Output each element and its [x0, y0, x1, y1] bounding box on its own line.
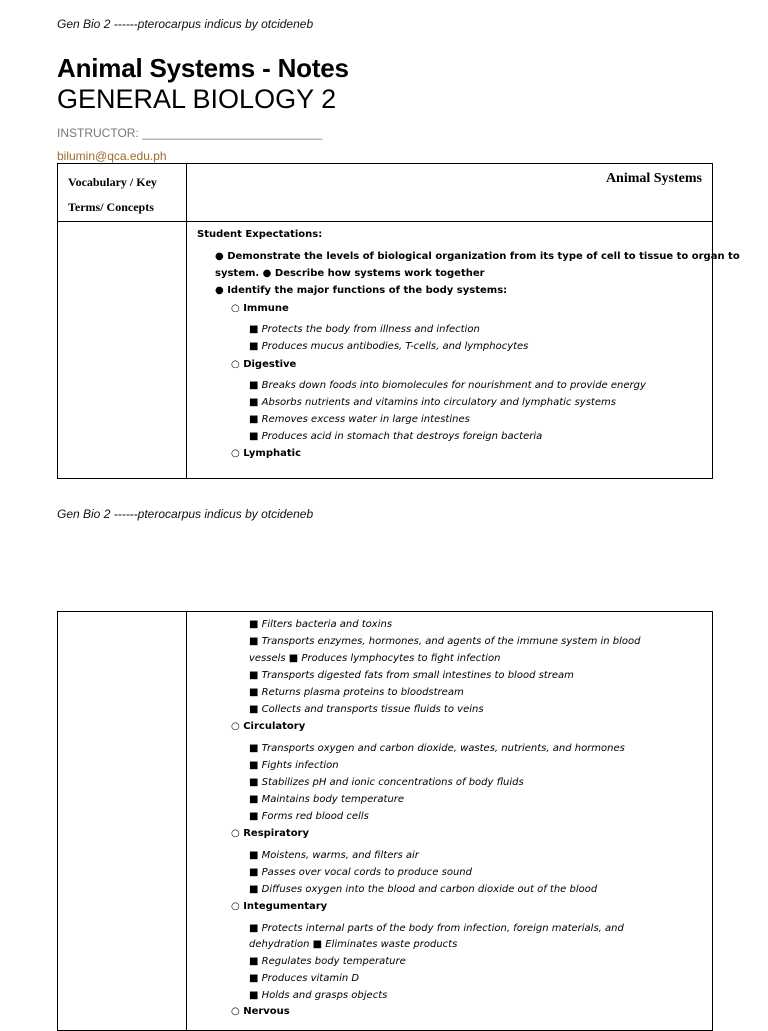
- function-item: ■ Holds and grasps objects: [249, 990, 388, 1001]
- function-item: ■ Protects the body from illness and infection: [249, 324, 480, 335]
- instructor-line: INSTRUCTOR: ___________________________: [57, 126, 323, 140]
- system-lymphatic: ○ Lymphatic: [231, 448, 301, 459]
- expectation-item: system. ● Describe how systems work together: [215, 268, 485, 279]
- function-item: ■ Moistens, warms, and filters air: [249, 850, 419, 861]
- function-item: ■ Collects and transports tissue fluids to veins: [249, 704, 484, 715]
- function-item: ■ Transports oxygen and carbon dioxide, wastes, nutrients, and hormones: [249, 743, 625, 754]
- function-item: ■ Transports enzymes, hormones, and agents of the immune system in blood: [249, 636, 641, 647]
- system-respiratory: ○ Respiratory: [231, 828, 310, 839]
- function-item: ■ Returns plasma proteins to bloodstream: [249, 687, 464, 698]
- animal-systems-heading: Animal Systems: [605, 171, 702, 186]
- student-expectations-heading: Student Expectations:: [197, 229, 323, 240]
- vocab-header: [68, 170, 178, 220]
- function-item: ■ Produces acid in stomach that destroys foreign bacteria: [249, 431, 543, 442]
- function-item: ■ Fights infection: [249, 760, 339, 771]
- function-item: ■ Transports digested fats from small intestines to blood stream: [249, 670, 574, 681]
- function-item: ■ Produces vitamin D: [249, 973, 360, 984]
- vocab-header-line: Vocabulary / Key: [68, 175, 157, 189]
- page-title: Animal Systems - Notes: [57, 53, 349, 83]
- function-item: ■ Produces mucus antibodies, T-cells, and lymphocytes: [249, 341, 529, 352]
- function-item: ■ Forms red blood cells: [249, 811, 369, 822]
- system-nervous: ○ Nervous: [231, 1006, 290, 1017]
- vocab-header-line: Terms/ Concepts: [68, 200, 154, 214]
- expectation-item: ● Demonstrate the levels of biological organization from its type of cell to tissue to organ to: [215, 251, 740, 262]
- function-item: ■ Removes excess water in large intestines: [249, 414, 470, 425]
- function-item: ■ Breaks down foods into biomolecules for nourishment and to provide energy: [249, 380, 646, 391]
- system-circulatory: ○ Circulatory: [231, 721, 306, 732]
- column-divider: [186, 612, 187, 1030]
- notes-table-1: [57, 163, 740, 479]
- function-item: ■ Stabilizes pH and ionic concentrations of body fluids: [249, 777, 524, 788]
- function-item: ■ Diffuses oxygen into the blood and carbon dioxide out of the blood: [249, 884, 598, 895]
- function-item: vessels ■ Produces lymphocytes to fight infection: [249, 653, 501, 664]
- page-subtitle: GENERAL BIOLOGY 2: [57, 84, 337, 114]
- function-item: ■ Maintains body temperature: [249, 794, 405, 805]
- running-header: Gen Bio 2 ------pterocarpus indicus by otcideneb: [57, 507, 314, 521]
- expectation-item: ● Identify the major functions of the body systems:: [215, 285, 508, 296]
- function-item: dehydration ■ Eliminates waste products: [249, 939, 458, 950]
- notes-table-2: [57, 611, 713, 1031]
- running-header: Gen Bio 2 ------pterocarpus indicus by otcideneb: [57, 17, 314, 31]
- function-item: ■ Passes over vocal cords to produce sound: [249, 867, 472, 878]
- function-item: ■ Filters bacteria and toxins: [249, 619, 393, 630]
- system-digestive: ○ Digestive: [231, 359, 297, 370]
- function-item: ■ Regulates body temperature: [249, 956, 406, 967]
- row-divider: [58, 221, 712, 222]
- column-divider: [186, 164, 187, 478]
- system-immune: ○ Immune: [231, 303, 289, 314]
- function-item: ■ Absorbs nutrients and vitamins into circulatory and lymphatic systems: [249, 397, 616, 408]
- function-item: ■ Protects internal parts of the body from infection, foreign materials, and: [249, 923, 624, 934]
- system-integumentary: ○ Integumentary: [231, 901, 328, 912]
- instructor-email[interactable]: bilumin@qca.edu.ph: [57, 149, 167, 163]
